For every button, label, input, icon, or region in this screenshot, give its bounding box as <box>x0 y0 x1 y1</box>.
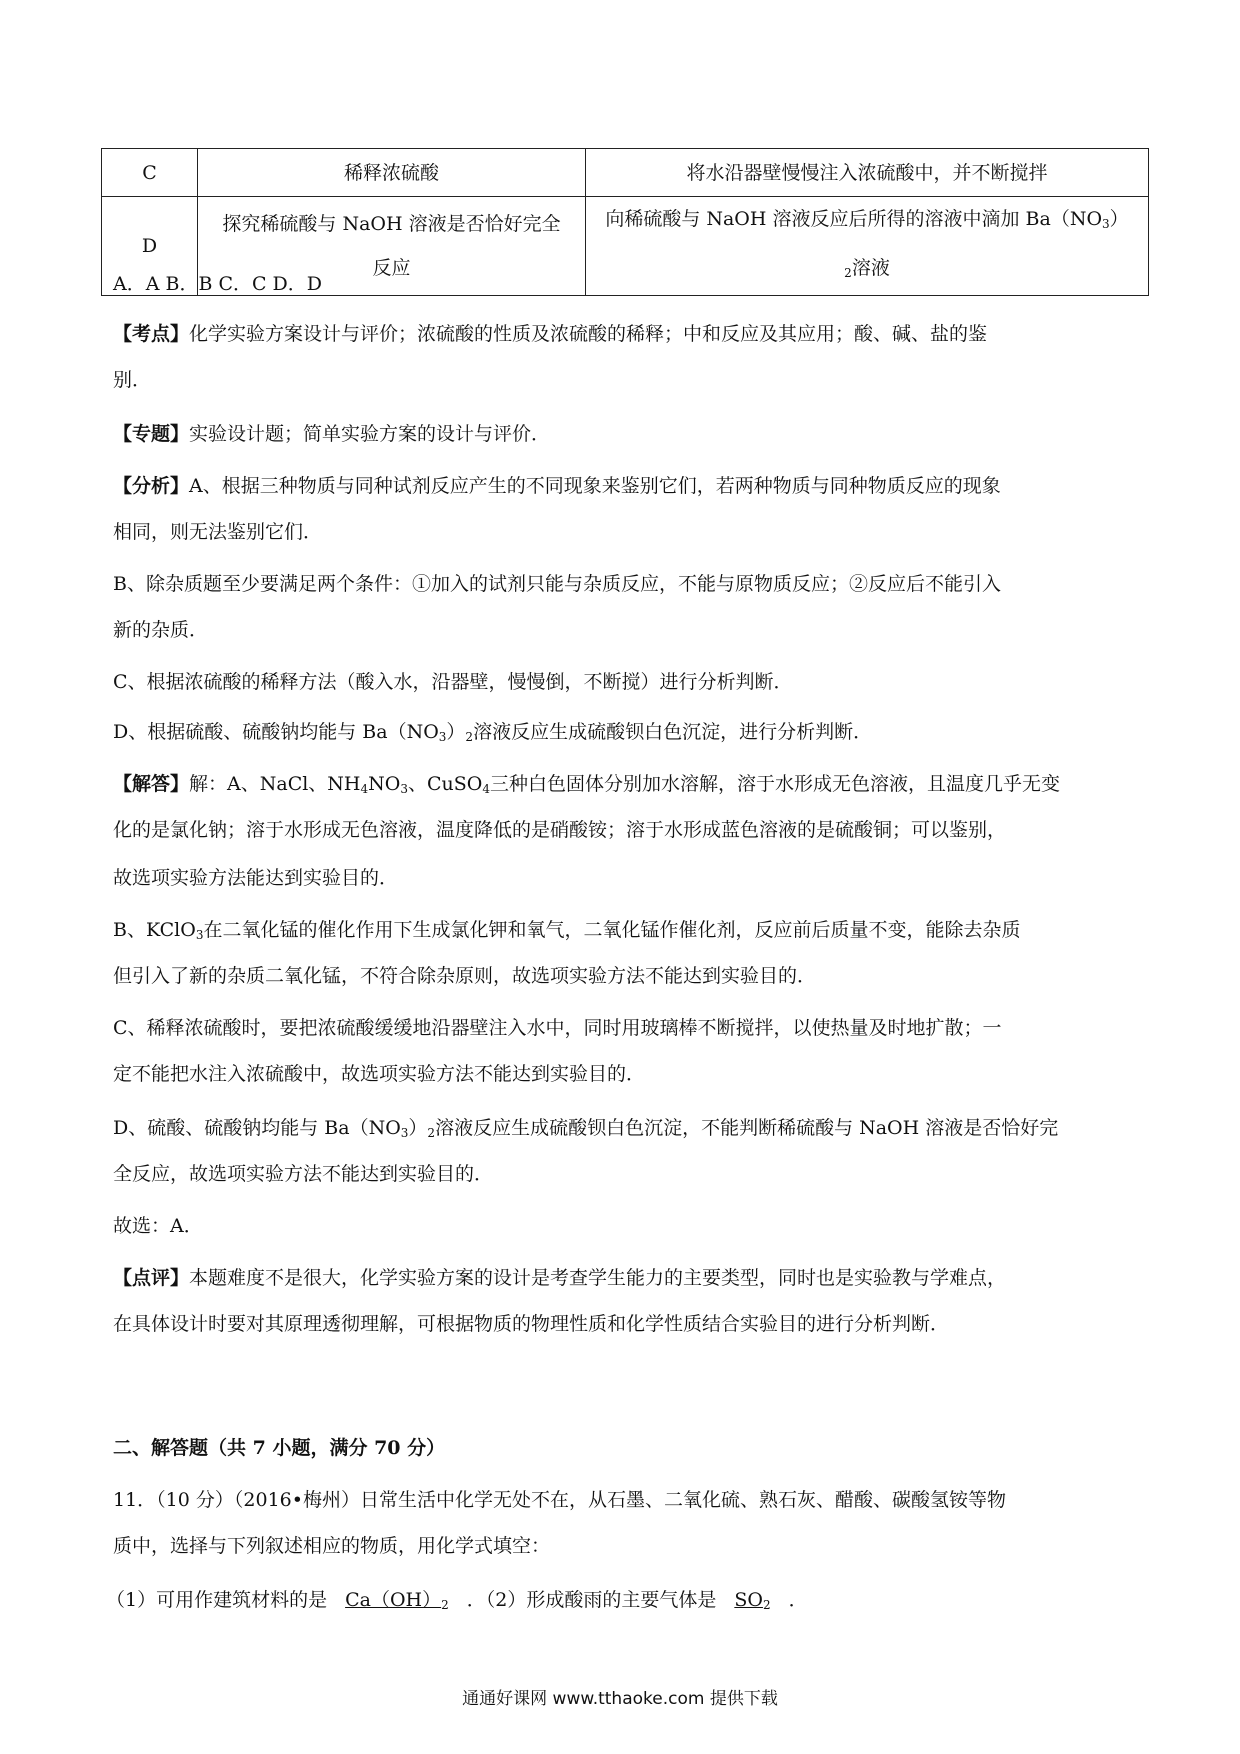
text: SO <box>734 1589 763 1611</box>
jieda-line: 全反应，故选项实验方法不能达到实验目的． <box>113 1163 494 1185</box>
option-goal: 稀释浓硫酸 <box>198 149 586 197</box>
subscript: 3 <box>195 928 204 942</box>
fenxi-line <box>113 710 1138 760</box>
table-row <box>102 149 1149 197</box>
jieda-line <box>113 908 1138 958</box>
dianping-line: 在具体设计时要对其原理透彻理解，可根据物质的物理性质和化学性质结合实验目的进行分析判断． <box>113 1313 950 1335</box>
final-answer: 故选：A． <box>113 1215 203 1237</box>
text: 、CuSO <box>407 773 483 795</box>
subscript: 3 <box>400 1126 409 1140</box>
option-goal-line: 探究稀硫酸与 NaOH 溶液是否恰好完全 <box>222 213 561 235</box>
question-fill-line <box>106 1578 1131 1628</box>
jieda-label: 【解答】 <box>113 773 190 795</box>
option-label: D <box>102 197 198 296</box>
subscript: 2 <box>465 730 474 744</box>
fenxi-label: 【分析】 <box>113 475 190 497</box>
subscript: 4 <box>360 782 369 796</box>
zhuanti-text: 实验设计题；简单实验方案的设计与评价． <box>189 423 551 445</box>
fenxi-line: 新的杂质． <box>113 619 209 641</box>
fenxi-text: A、根据三种物质与同种试剂反应产生的不同现象来鉴别它们，若两种物质与同种物质反应的现象 <box>189 475 1001 497</box>
answer-choices: A．A B．B C．C D．D <box>113 273 323 295</box>
option-method-line <box>592 197 1142 246</box>
subscript: 3 <box>400 782 408 796</box>
text: D、硫酸、硫酸钠均能与 Ba（NO <box>113 1117 401 1139</box>
text: 三种白色固体分别加水溶解，溶于水形成无色溶液，且温度几乎无变 <box>490 773 1061 795</box>
option-goal-line: 反应 <box>372 257 411 279</box>
fenxi-line: C、根据浓硫酸的稀释方法（酸入水，沿器壁，慢慢倒，不断搅）进行分析判断． <box>113 671 793 693</box>
subscript: 2 <box>762 1598 771 1612</box>
dianping-text: 本题难度不是很大，化学实验方案的设计是考查学生能力的主要类型，同时也是实验教与学难点， <box>189 1267 1007 1289</box>
fenxi-line: 相同，则无法鉴别它们． <box>113 521 323 543</box>
jieda-line: C、稀释浓硫酸时，要把浓硫酸缓缓地沿器壁注入水中，同时用玻璃棒不断搅拌，以使热量及时地扩散；一 <box>113 1017 1002 1039</box>
page-footer: 通通好课网 www.tthaoke.com 提供下载 <box>462 1689 778 1709</box>
kaodian-line <box>113 312 1138 357</box>
question-line: 11．（10 分）（2016•梅州）日常生活中化学无处不在，从石墨、二氧化硫、熟石灰、醋酸、碳酸氢铵等物 <box>113 1489 1006 1511</box>
subscript: 2 <box>427 1126 436 1140</box>
subscript: 3 <box>1102 217 1110 231</box>
zhuanti-line <box>113 412 1138 457</box>
jieda-line: 故选项实验方法能达到实验目的． <box>113 867 399 889</box>
text: 向稀硫酸与 NaOH 溶液反应后所得的溶液中滴加 Ba（NO <box>605 208 1103 230</box>
kaodian-text: 化学实验方案设计与评价；浓硫酸的性质及浓硫酸的稀释；中和反应及其应用；酸、碱、盐的鉴 <box>189 323 988 345</box>
section-heading: 二、解答题（共 7 小题，满分 70 分） <box>113 1437 446 1459</box>
jieda-line: 但引入了新的杂质二氧化锰，不符合除杂原则，故选项实验方法不能达到实验目的． <box>113 965 817 987</box>
text: ） <box>1109 208 1129 230</box>
subscript: 2 <box>844 266 852 280</box>
zhuanti-label: 【专题】 <box>113 423 190 445</box>
jieda-line <box>113 762 1138 812</box>
jieda-line: 化的是氯化钠；溶于水形成无色溶液，温度降低的是硝酸铵；溶于水形成蓝色溶液的是硫酸铜；可以鉴别， <box>113 819 1007 841</box>
text: ） <box>408 1117 428 1139</box>
fill-answer <box>716 1589 788 1611</box>
option-label: C <box>102 149 198 197</box>
text: 在二氧化锰的催化作用下生成氯化钾和氧气，二氧化锰作催化剂，反应前后质量不变，能除去杂质 <box>203 919 1021 941</box>
jieda-line <box>113 1106 1138 1156</box>
fill-answer <box>327 1589 467 1611</box>
text: ．（2）形成酸雨的主要气体是 <box>466 1589 717 1611</box>
question-line: 质中，选择与下列叙述相应的物质，用化学式填空： <box>113 1535 551 1557</box>
text: 溶液反应生成硫酸钡白色沉淀，不能判断稀硫酸与 NaOH 溶液是否恰好完 <box>435 1117 1059 1139</box>
fenxi-line: B、除杂质题至少要满足两个条件：①加入的试剂只能与杂质反应，不能与原物质反应；②反应后不能引入 <box>113 573 1001 595</box>
text: D、根据硫酸、硫酸钠均能与 Ba（NO <box>113 721 439 743</box>
text: 解：A、NaCl、NH <box>189 773 361 795</box>
subscript: 2 <box>441 1598 449 1612</box>
text: Ca（OH） <box>345 1589 442 1611</box>
subscript: 3 <box>438 730 447 744</box>
kaodian-label: 【考点】 <box>113 323 190 345</box>
jieda-line: 定不能把水注入浓硫酸中，故选项实验方法不能达到实验目的． <box>113 1063 646 1085</box>
fenxi-line <box>113 464 1138 509</box>
text: ． <box>788 1589 808 1611</box>
text: B、KClO <box>113 919 196 941</box>
text: （1）可用作建筑材料的是 <box>106 1589 328 1611</box>
text: ） <box>446 721 466 743</box>
subscript: 4 <box>482 782 490 796</box>
text: 溶液 <box>851 257 890 279</box>
dianping-label: 【点评】 <box>113 1267 190 1289</box>
text: 溶液反应生成硫酸钡白色沉淀，进行分析判断． <box>473 721 873 743</box>
kaodian-line: 别． <box>113 369 152 391</box>
option-method: 将水沿器壁慢慢注入浓硫酸中，并不断搅拌 <box>586 149 1149 197</box>
text: NO <box>368 773 401 795</box>
dianping-line <box>113 1256 1138 1301</box>
